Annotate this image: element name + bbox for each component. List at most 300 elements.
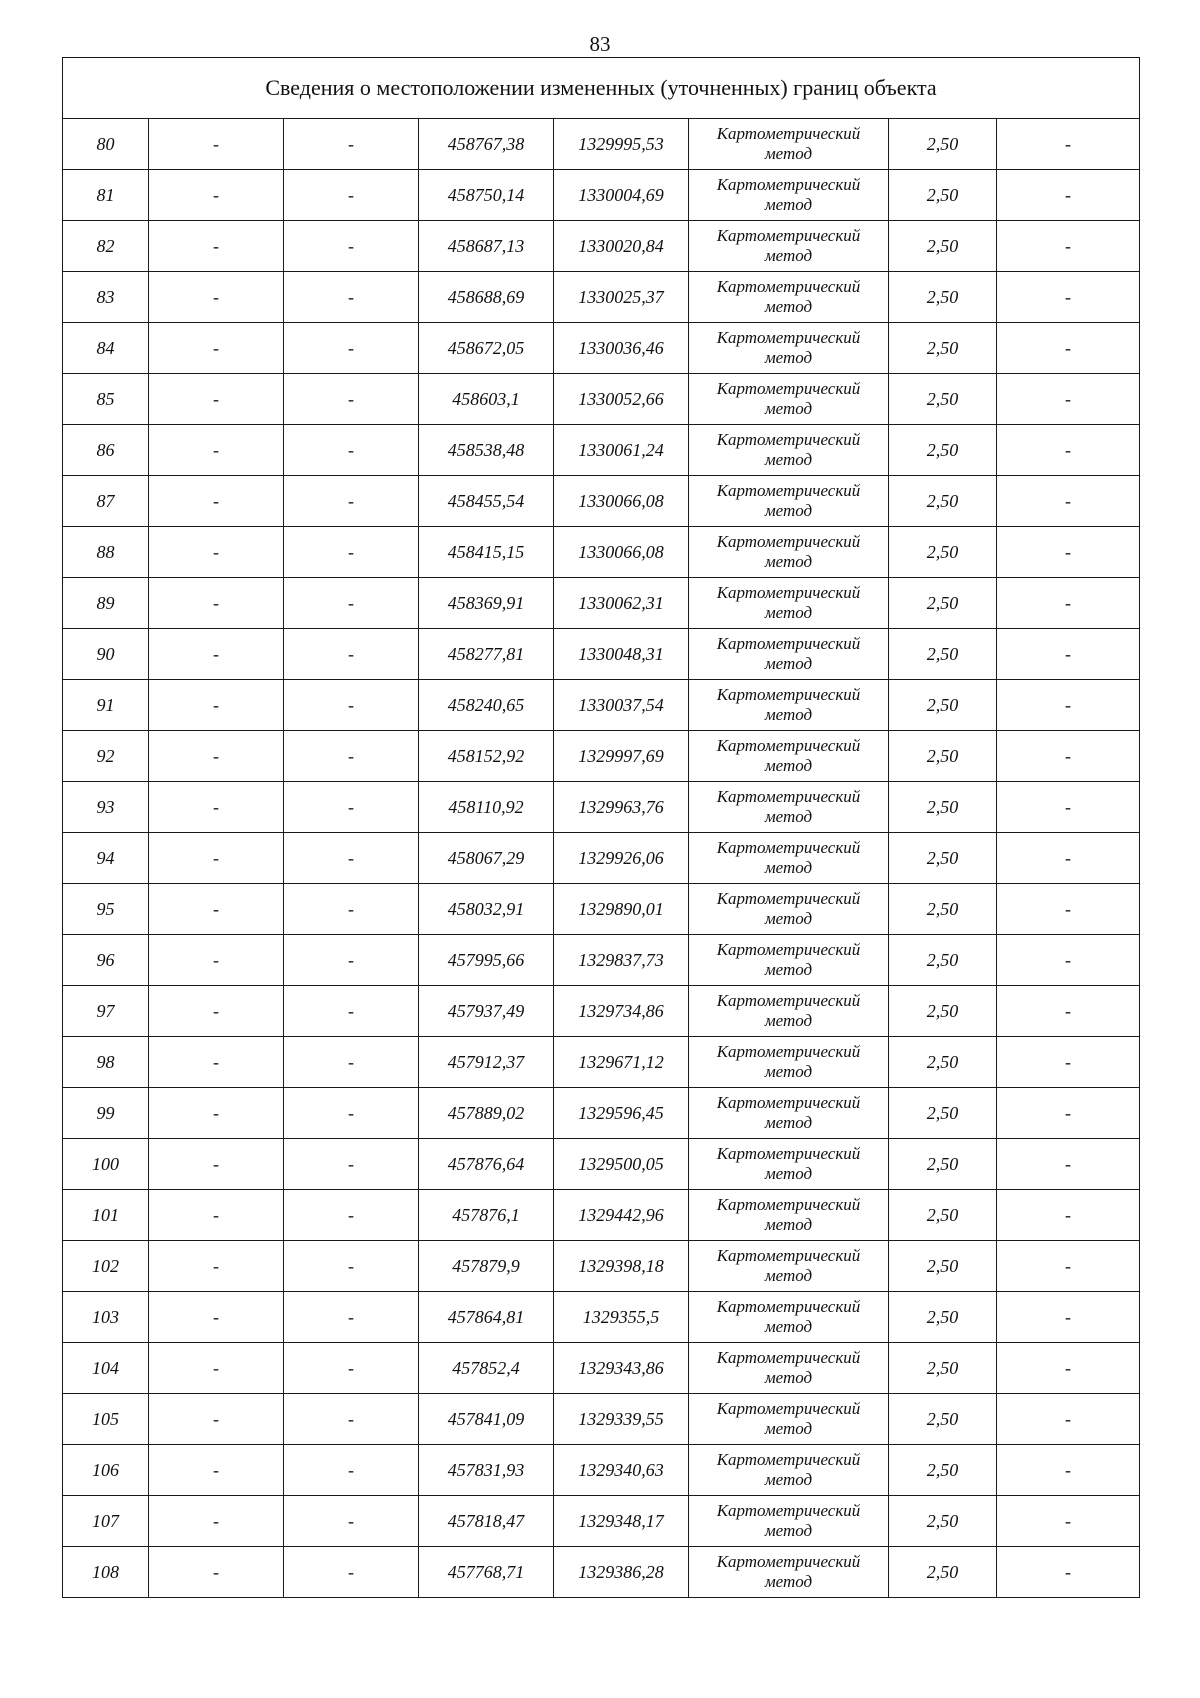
method-cell bbox=[689, 1343, 889, 1394]
method-text-line: метод bbox=[764, 858, 813, 877]
empty-dash-cell: - bbox=[284, 1139, 419, 1190]
accuracy-cell: 2,50 bbox=[889, 629, 997, 680]
empty-dash-cell: - bbox=[284, 1343, 419, 1394]
method-text-line: Картометрический bbox=[716, 328, 861, 347]
empty-dash-cell: - bbox=[997, 527, 1140, 578]
point-number-cell: 95 bbox=[63, 884, 149, 935]
x-coordinate-cell: 458672,05 bbox=[419, 323, 554, 374]
point-number-cell: 108 bbox=[63, 1547, 149, 1598]
method-cell bbox=[689, 731, 889, 782]
empty-dash-cell: - bbox=[997, 1343, 1140, 1394]
empty-dash-cell: - bbox=[997, 1241, 1140, 1292]
point-number-cell: 107 bbox=[63, 1496, 149, 1547]
method-text-line: метод bbox=[764, 501, 813, 520]
method-text-line: метод bbox=[764, 399, 813, 418]
method-text-line: Картометрический bbox=[716, 1042, 861, 1061]
method-text-line: Картометрический bbox=[716, 787, 861, 806]
table-row bbox=[63, 578, 1140, 629]
empty-dash-cell: - bbox=[284, 1445, 419, 1496]
x-coordinate-cell: 457937,49 bbox=[419, 986, 554, 1037]
empty-dash-cell: - bbox=[284, 782, 419, 833]
accuracy-cell: 2,50 bbox=[889, 986, 997, 1037]
accuracy-cell: 2,50 bbox=[889, 221, 997, 272]
accuracy-cell: 2,50 bbox=[889, 170, 997, 221]
point-number-cell: 80 bbox=[63, 119, 149, 170]
method-text-line: метод bbox=[764, 960, 813, 979]
accuracy-cell: 2,50 bbox=[889, 1139, 997, 1190]
x-coordinate-cell: 458110,92 bbox=[419, 782, 554, 833]
empty-dash-cell: - bbox=[997, 1190, 1140, 1241]
method-cell bbox=[689, 1394, 889, 1445]
empty-dash-cell: - bbox=[149, 221, 284, 272]
empty-dash-cell: - bbox=[997, 935, 1140, 986]
y-coordinate-cell: 1329442,96 bbox=[554, 1190, 689, 1241]
empty-dash-cell: - bbox=[284, 1547, 419, 1598]
y-coordinate-cell: 1330020,84 bbox=[554, 221, 689, 272]
table-row bbox=[63, 374, 1140, 425]
method-text-line: Картометрический bbox=[716, 1348, 861, 1367]
empty-dash-cell: - bbox=[284, 884, 419, 935]
y-coordinate-cell: 1330052,66 bbox=[554, 374, 689, 425]
method-cell bbox=[689, 1190, 889, 1241]
empty-dash-cell: - bbox=[997, 1445, 1140, 1496]
empty-dash-cell: - bbox=[997, 272, 1140, 323]
y-coordinate-cell: 1329997,69 bbox=[554, 731, 689, 782]
x-coordinate-cell: 457876,1 bbox=[419, 1190, 554, 1241]
empty-dash-cell: - bbox=[149, 578, 284, 629]
method-text-line: метод bbox=[764, 603, 813, 622]
empty-dash-cell: - bbox=[149, 323, 284, 374]
method-text-line: Картометрический bbox=[716, 1450, 861, 1469]
y-coordinate-cell: 1329355,5 bbox=[554, 1292, 689, 1343]
method-text-line: метод bbox=[764, 705, 813, 724]
table-row bbox=[63, 1088, 1140, 1139]
x-coordinate-cell: 458240,65 bbox=[419, 680, 554, 731]
table-row bbox=[63, 425, 1140, 476]
point-number-cell: 99 bbox=[63, 1088, 149, 1139]
accuracy-cell: 2,50 bbox=[889, 578, 997, 629]
y-coordinate-cell: 1329596,45 bbox=[554, 1088, 689, 1139]
empty-dash-cell: - bbox=[997, 1037, 1140, 1088]
table-row bbox=[63, 1139, 1140, 1190]
y-coordinate-cell: 1329343,86 bbox=[554, 1343, 689, 1394]
y-coordinate-cell: 1329340,63 bbox=[554, 1445, 689, 1496]
table-row bbox=[63, 221, 1140, 272]
point-number-cell: 88 bbox=[63, 527, 149, 578]
method-text-line: метод bbox=[764, 144, 813, 163]
empty-dash-cell: - bbox=[997, 680, 1140, 731]
empty-dash-cell: - bbox=[997, 578, 1140, 629]
table-row bbox=[63, 272, 1140, 323]
empty-dash-cell: - bbox=[284, 221, 419, 272]
y-coordinate-cell: 1330036,46 bbox=[554, 323, 689, 374]
method-text-line: метод bbox=[764, 1164, 813, 1183]
method-text-line: Картометрический bbox=[716, 430, 861, 449]
method-text-line: метод bbox=[764, 1317, 813, 1336]
empty-dash-cell: - bbox=[284, 1037, 419, 1088]
x-coordinate-cell: 457864,81 bbox=[419, 1292, 554, 1343]
empty-dash-cell: - bbox=[997, 119, 1140, 170]
point-number-cell: 104 bbox=[63, 1343, 149, 1394]
point-number-cell: 106 bbox=[63, 1445, 149, 1496]
empty-dash-cell: - bbox=[149, 1088, 284, 1139]
empty-dash-cell: - bbox=[149, 170, 284, 221]
empty-dash-cell: - bbox=[284, 1190, 419, 1241]
empty-dash-cell: - bbox=[997, 629, 1140, 680]
empty-dash-cell: - bbox=[284, 527, 419, 578]
x-coordinate-cell: 458152,92 bbox=[419, 731, 554, 782]
point-number-cell: 87 bbox=[63, 476, 149, 527]
table-row bbox=[63, 1547, 1140, 1598]
method-cell bbox=[689, 986, 889, 1037]
empty-dash-cell: - bbox=[997, 1496, 1140, 1547]
accuracy-cell: 2,50 bbox=[889, 1394, 997, 1445]
empty-dash-cell: - bbox=[997, 884, 1140, 935]
empty-dash-cell: - bbox=[284, 374, 419, 425]
empty-dash-cell: - bbox=[149, 1037, 284, 1088]
table-row bbox=[63, 323, 1140, 374]
method-text-line: метод bbox=[764, 450, 813, 469]
empty-dash-cell: - bbox=[149, 680, 284, 731]
point-number-cell: 85 bbox=[63, 374, 149, 425]
table-row bbox=[63, 119, 1140, 170]
accuracy-cell: 2,50 bbox=[889, 1037, 997, 1088]
method-text-line: Картометрический bbox=[716, 1399, 861, 1418]
point-number-cell: 101 bbox=[63, 1190, 149, 1241]
empty-dash-cell: - bbox=[284, 1394, 419, 1445]
method-cell bbox=[689, 1496, 889, 1547]
y-coordinate-cell: 1330025,37 bbox=[554, 272, 689, 323]
x-coordinate-cell: 458455,54 bbox=[419, 476, 554, 527]
accuracy-cell: 2,50 bbox=[889, 731, 997, 782]
method-text-line: Картометрический bbox=[716, 124, 861, 143]
point-number-cell: 105 bbox=[63, 1394, 149, 1445]
method-text-line: Картометрический bbox=[716, 889, 861, 908]
y-coordinate-cell: 1329734,86 bbox=[554, 986, 689, 1037]
method-cell bbox=[689, 935, 889, 986]
y-coordinate-cell: 1330066,08 bbox=[554, 527, 689, 578]
method-text-line: Картометрический bbox=[716, 277, 861, 296]
y-coordinate-cell: 1330004,69 bbox=[554, 170, 689, 221]
point-number-cell: 89 bbox=[63, 578, 149, 629]
y-coordinate-cell: 1329398,18 bbox=[554, 1241, 689, 1292]
empty-dash-cell: - bbox=[997, 986, 1140, 1037]
method-text-line: Картометрический bbox=[716, 226, 861, 245]
method-text-line: Картометрический bbox=[716, 175, 861, 194]
method-cell bbox=[689, 1037, 889, 1088]
empty-dash-cell: - bbox=[149, 935, 284, 986]
x-coordinate-cell: 457995,66 bbox=[419, 935, 554, 986]
method-cell bbox=[689, 1088, 889, 1139]
table-row bbox=[63, 782, 1140, 833]
accuracy-cell: 2,50 bbox=[889, 323, 997, 374]
table-row bbox=[63, 833, 1140, 884]
y-coordinate-cell: 1329963,76 bbox=[554, 782, 689, 833]
point-number-cell: 86 bbox=[63, 425, 149, 476]
method-text-line: метод bbox=[764, 348, 813, 367]
x-coordinate-cell: 458369,91 bbox=[419, 578, 554, 629]
empty-dash-cell: - bbox=[284, 323, 419, 374]
empty-dash-cell: - bbox=[284, 680, 419, 731]
point-number-cell: 93 bbox=[63, 782, 149, 833]
method-cell bbox=[689, 1445, 889, 1496]
method-text-line: метод bbox=[764, 1470, 813, 1489]
method-cell bbox=[689, 527, 889, 578]
x-coordinate-cell: 458603,1 bbox=[419, 374, 554, 425]
accuracy-cell: 2,50 bbox=[889, 1088, 997, 1139]
empty-dash-cell: - bbox=[284, 1088, 419, 1139]
empty-dash-cell: - bbox=[149, 1292, 284, 1343]
empty-dash-cell: - bbox=[284, 986, 419, 1037]
accuracy-cell: 2,50 bbox=[889, 1547, 997, 1598]
x-coordinate-cell: 457841,09 bbox=[419, 1394, 554, 1445]
accuracy-cell: 2,50 bbox=[889, 884, 997, 935]
table-row bbox=[63, 1343, 1140, 1394]
method-text-line: метод bbox=[764, 1266, 813, 1285]
method-cell bbox=[689, 1547, 889, 1598]
empty-dash-cell: - bbox=[284, 1241, 419, 1292]
empty-dash-cell: - bbox=[149, 629, 284, 680]
method-text-line: метод bbox=[764, 1011, 813, 1030]
x-coordinate-cell: 458688,69 bbox=[419, 272, 554, 323]
empty-dash-cell: - bbox=[149, 1190, 284, 1241]
point-number-cell: 91 bbox=[63, 680, 149, 731]
empty-dash-cell: - bbox=[284, 272, 419, 323]
x-coordinate-cell: 458750,14 bbox=[419, 170, 554, 221]
method-cell bbox=[689, 221, 889, 272]
accuracy-cell: 2,50 bbox=[889, 680, 997, 731]
method-text-line: Картометрический bbox=[716, 685, 861, 704]
table-row bbox=[63, 1496, 1140, 1547]
accuracy-cell: 2,50 bbox=[889, 1496, 997, 1547]
x-coordinate-cell: 457879,9 bbox=[419, 1241, 554, 1292]
method-cell bbox=[689, 476, 889, 527]
method-cell bbox=[689, 782, 889, 833]
table-row bbox=[63, 935, 1140, 986]
empty-dash-cell: - bbox=[997, 833, 1140, 884]
empty-dash-cell: - bbox=[997, 1547, 1140, 1598]
accuracy-cell: 2,50 bbox=[889, 1445, 997, 1496]
y-coordinate-cell: 1329348,17 bbox=[554, 1496, 689, 1547]
method-text-line: Картометрический bbox=[716, 1501, 861, 1520]
empty-dash-cell: - bbox=[149, 374, 284, 425]
table-title: Сведения о местоположении измененных (уточненных) границ объекта bbox=[63, 58, 1140, 119]
method-text-line: метод bbox=[764, 909, 813, 928]
method-cell bbox=[689, 578, 889, 629]
empty-dash-cell: - bbox=[997, 476, 1140, 527]
method-text-line: метод bbox=[764, 195, 813, 214]
method-text-line: Картометрический bbox=[716, 736, 861, 755]
y-coordinate-cell: 1329500,05 bbox=[554, 1139, 689, 1190]
accuracy-cell: 2,50 bbox=[889, 782, 997, 833]
method-text-line: метод bbox=[764, 1572, 813, 1591]
method-text-line: Картометрический bbox=[716, 991, 861, 1010]
method-text-line: Картометрический bbox=[716, 1246, 861, 1265]
y-coordinate-cell: 1329890,01 bbox=[554, 884, 689, 935]
empty-dash-cell: - bbox=[997, 1292, 1140, 1343]
accuracy-cell: 2,50 bbox=[889, 1292, 997, 1343]
method-text-line: Картометрический bbox=[716, 481, 861, 500]
empty-dash-cell: - bbox=[997, 782, 1140, 833]
point-number-cell: 84 bbox=[63, 323, 149, 374]
method-text-line: метод bbox=[764, 756, 813, 775]
accuracy-cell: 2,50 bbox=[889, 476, 997, 527]
x-coordinate-cell: 458687,13 bbox=[419, 221, 554, 272]
method-cell bbox=[689, 833, 889, 884]
table-row bbox=[63, 476, 1140, 527]
method-text-line: метод bbox=[764, 807, 813, 826]
point-number-cell: 100 bbox=[63, 1139, 149, 1190]
table-row bbox=[63, 629, 1140, 680]
boundary-coordinates-table bbox=[62, 57, 1140, 1598]
accuracy-cell: 2,50 bbox=[889, 425, 997, 476]
empty-dash-cell: - bbox=[149, 1343, 284, 1394]
point-number-cell: 82 bbox=[63, 221, 149, 272]
method-text-line: метод bbox=[764, 1113, 813, 1132]
empty-dash-cell: - bbox=[997, 425, 1140, 476]
x-coordinate-cell: 457889,02 bbox=[419, 1088, 554, 1139]
accuracy-cell: 2,50 bbox=[889, 527, 997, 578]
point-number-cell: 92 bbox=[63, 731, 149, 782]
x-coordinate-cell: 458032,91 bbox=[419, 884, 554, 935]
empty-dash-cell: - bbox=[149, 527, 284, 578]
method-text-line: метод bbox=[764, 1062, 813, 1081]
method-text-line: метод bbox=[764, 552, 813, 571]
empty-dash-cell: - bbox=[149, 731, 284, 782]
empty-dash-cell: - bbox=[284, 833, 419, 884]
point-number-cell: 96 bbox=[63, 935, 149, 986]
y-coordinate-cell: 1330061,24 bbox=[554, 425, 689, 476]
method-cell bbox=[689, 1139, 889, 1190]
empty-dash-cell: - bbox=[149, 884, 284, 935]
empty-dash-cell: - bbox=[997, 374, 1140, 425]
method-text-line: Картометрический bbox=[716, 532, 861, 551]
empty-dash-cell: - bbox=[149, 1496, 284, 1547]
table-row bbox=[63, 1292, 1140, 1343]
method-text-line: метод bbox=[764, 1368, 813, 1387]
x-coordinate-cell: 458277,81 bbox=[419, 629, 554, 680]
x-coordinate-cell: 457818,47 bbox=[419, 1496, 554, 1547]
method-text-line: Картометрический bbox=[716, 940, 861, 959]
empty-dash-cell: - bbox=[149, 1394, 284, 1445]
x-coordinate-cell: 457876,64 bbox=[419, 1139, 554, 1190]
method-text-line: Картометрический bbox=[716, 838, 861, 857]
table-row bbox=[63, 680, 1140, 731]
empty-dash-cell: - bbox=[284, 170, 419, 221]
method-text-line: Картометрический bbox=[716, 1093, 861, 1112]
y-coordinate-cell: 1329837,73 bbox=[554, 935, 689, 986]
accuracy-cell: 2,50 bbox=[889, 1190, 997, 1241]
x-coordinate-cell: 458415,15 bbox=[419, 527, 554, 578]
accuracy-cell: 2,50 bbox=[889, 272, 997, 323]
empty-dash-cell: - bbox=[997, 170, 1140, 221]
x-coordinate-cell: 457912,37 bbox=[419, 1037, 554, 1088]
y-coordinate-cell: 1329671,12 bbox=[554, 1037, 689, 1088]
y-coordinate-cell: 1330062,31 bbox=[554, 578, 689, 629]
empty-dash-cell: - bbox=[284, 935, 419, 986]
empty-dash-cell: - bbox=[149, 833, 284, 884]
empty-dash-cell: - bbox=[997, 1088, 1140, 1139]
y-coordinate-cell: 1330037,54 bbox=[554, 680, 689, 731]
accuracy-cell: 2,50 bbox=[889, 935, 997, 986]
method-text-line: Картометрический bbox=[716, 1144, 861, 1163]
empty-dash-cell: - bbox=[149, 1445, 284, 1496]
x-coordinate-cell: 458538,48 bbox=[419, 425, 554, 476]
accuracy-cell: 2,50 bbox=[889, 1343, 997, 1394]
y-coordinate-cell: 1330048,31 bbox=[554, 629, 689, 680]
empty-dash-cell: - bbox=[997, 323, 1140, 374]
point-number-cell: 81 bbox=[63, 170, 149, 221]
point-number-cell: 90 bbox=[63, 629, 149, 680]
accuracy-cell: 2,50 bbox=[889, 833, 997, 884]
accuracy-cell: 2,50 bbox=[889, 374, 997, 425]
method-text-line: Картометрический bbox=[716, 1297, 861, 1316]
accuracy-cell: 2,50 bbox=[889, 1241, 997, 1292]
x-coordinate-cell: 458767,38 bbox=[419, 119, 554, 170]
point-number-cell: 94 bbox=[63, 833, 149, 884]
empty-dash-cell: - bbox=[149, 425, 284, 476]
empty-dash-cell: - bbox=[284, 1496, 419, 1547]
table-row bbox=[63, 170, 1140, 221]
x-coordinate-cell: 457831,93 bbox=[419, 1445, 554, 1496]
page-number: 83 bbox=[589, 32, 611, 56]
empty-dash-cell: - bbox=[284, 578, 419, 629]
point-number-cell: 98 bbox=[63, 1037, 149, 1088]
method-text-line: метод bbox=[764, 246, 813, 265]
table-body bbox=[63, 58, 1140, 1598]
empty-dash-cell: - bbox=[149, 1241, 284, 1292]
empty-dash-cell: - bbox=[149, 476, 284, 527]
y-coordinate-cell: 1329339,55 bbox=[554, 1394, 689, 1445]
empty-dash-cell: - bbox=[284, 476, 419, 527]
method-cell bbox=[689, 170, 889, 221]
method-cell bbox=[689, 425, 889, 476]
method-cell bbox=[689, 1292, 889, 1343]
empty-dash-cell: - bbox=[284, 1292, 419, 1343]
x-coordinate-cell: 457852,4 bbox=[419, 1343, 554, 1394]
method-text-line: Картометрический bbox=[716, 379, 861, 398]
method-cell bbox=[689, 374, 889, 425]
empty-dash-cell: - bbox=[149, 986, 284, 1037]
point-number-cell: 102 bbox=[63, 1241, 149, 1292]
method-cell bbox=[689, 1241, 889, 1292]
method-text-line: метод bbox=[764, 1419, 813, 1438]
empty-dash-cell: - bbox=[284, 629, 419, 680]
empty-dash-cell: - bbox=[149, 1139, 284, 1190]
table-row bbox=[63, 1037, 1140, 1088]
empty-dash-cell: - bbox=[284, 731, 419, 782]
method-cell bbox=[689, 884, 889, 935]
y-coordinate-cell: 1329926,06 bbox=[554, 833, 689, 884]
empty-dash-cell: - bbox=[284, 119, 419, 170]
table-row bbox=[63, 527, 1140, 578]
empty-dash-cell: - bbox=[149, 782, 284, 833]
empty-dash-cell: - bbox=[997, 1139, 1140, 1190]
method-cell bbox=[689, 629, 889, 680]
point-number-cell: 83 bbox=[63, 272, 149, 323]
empty-dash-cell: - bbox=[149, 1547, 284, 1598]
method-text-line: метод bbox=[764, 297, 813, 316]
method-cell bbox=[689, 680, 889, 731]
table-row bbox=[63, 986, 1140, 1037]
table-row bbox=[63, 1241, 1140, 1292]
method-text-line: Картометрический bbox=[716, 634, 861, 653]
empty-dash-cell: - bbox=[997, 731, 1140, 782]
empty-dash-cell: - bbox=[149, 272, 284, 323]
y-coordinate-cell: 1329386,28 bbox=[554, 1547, 689, 1598]
table-row bbox=[63, 731, 1140, 782]
method-text-line: Картометрический bbox=[716, 1195, 861, 1214]
